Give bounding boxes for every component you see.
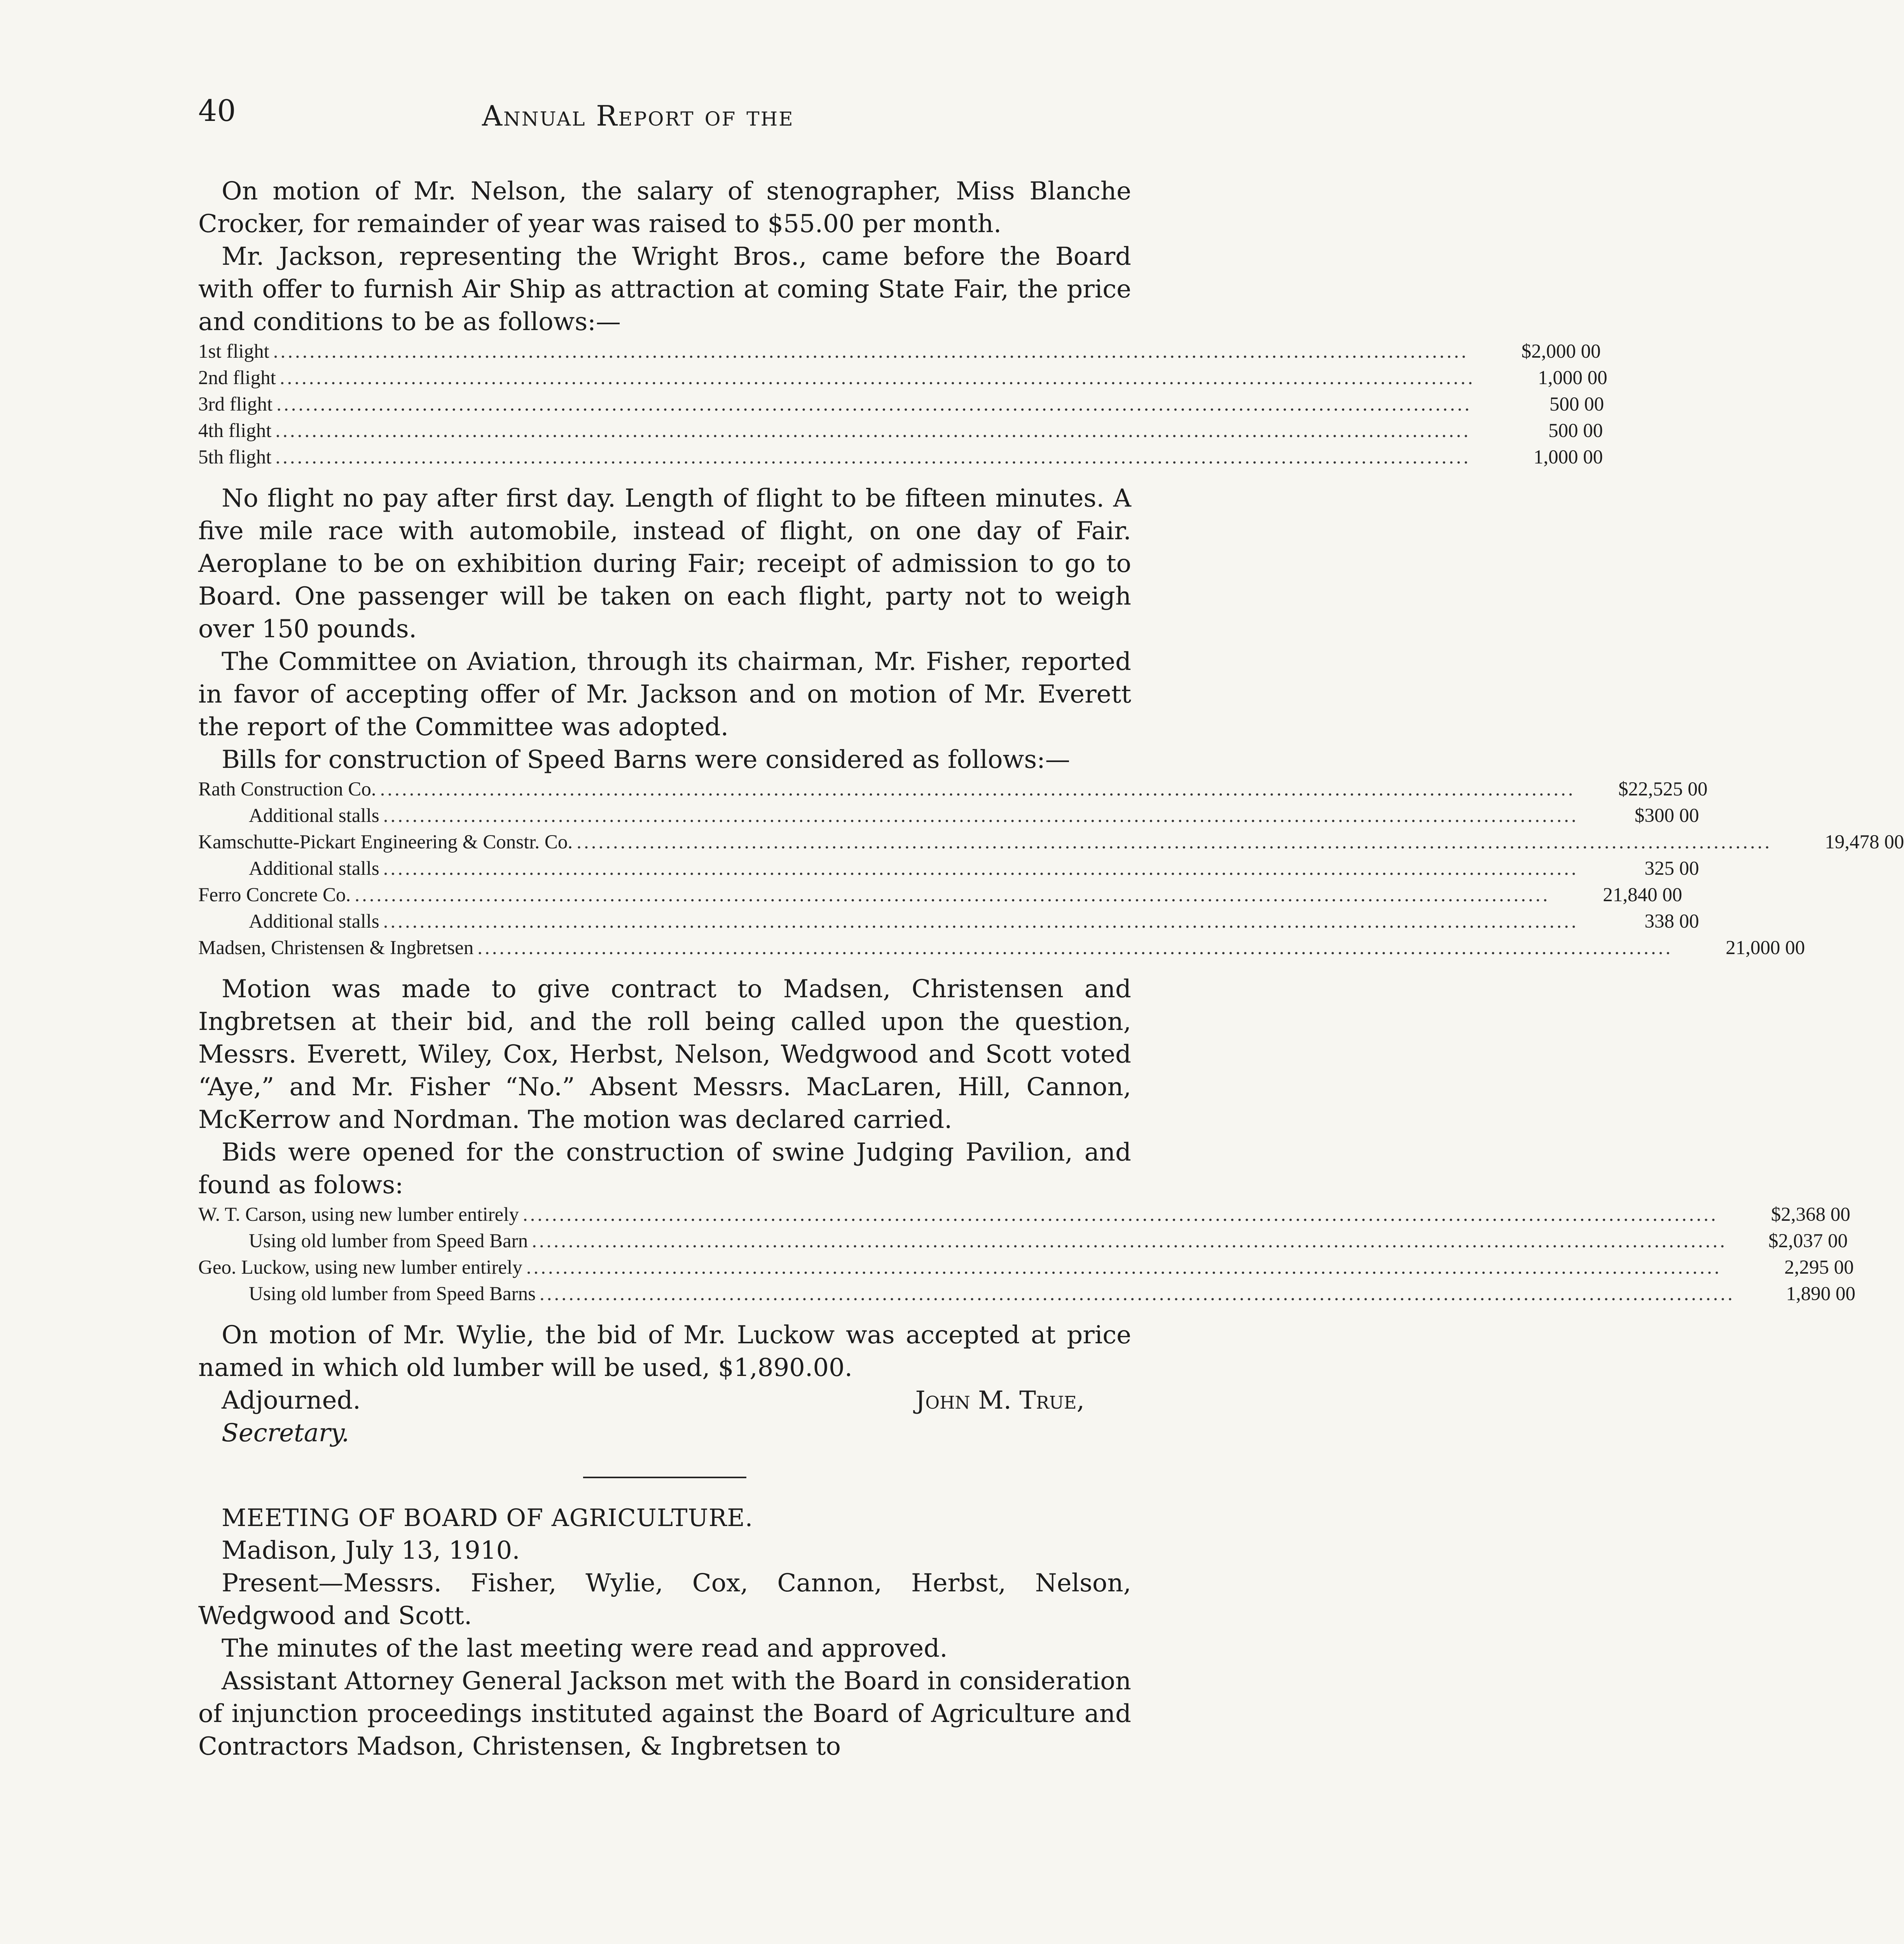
list-item: 3rd flight .................................................................................................................................................................... 500 00: [198, 393, 1604, 415]
page-body: [198, 175, 1904, 1763]
page-number: 40: [198, 93, 236, 128]
list-item: Rath Construction Co. .................................................................................................................................................................... $22,525 00: [198, 778, 1708, 800]
paragraph-flight-conditions: No flight no pay after first day. Length of flight to be fifteen minutes. A five mile race with automobile, instead of flight, on one day of Fair. Aeroplane to be on exhibition during Fair; receipt of admission to go to Board. One passenger will be taken on each flight, party not to weigh over 150 pounds.: [198, 484, 1131, 643]
paragraph-luckow-bid: On motion of Mr. Wylie, the bid of Mr. Luckow was accepted at price named in which old lumber will be used, $1,890.00.: [198, 1321, 1131, 1382]
list-item: Geo. Luckow, using new lumber entirely .................................................................................................................................................................... 2,295 00: [198, 1257, 1854, 1278]
paragraph-salary: On motion of Mr. Nelson, the salary of stenographer, Miss Blanche Crocker, for remainder of year was raised to $55.00 per month.: [198, 177, 1131, 238]
list-item: Additional stalls .................................................................................................................................................................... 338 00: [249, 911, 1699, 932]
list-item: 1st flight .................................................................................................................................................................... $2,000 00: [198, 341, 1601, 362]
list-item: Kamschutte-Pickart Engineering & Constr. Co. .................................................................................................................................................................... 19,478 00: [198, 831, 1904, 853]
list-item: 5th flight .................................................................................................................................................................... 1,000 00: [198, 446, 1603, 468]
meeting-heading: MEETING OF BOARD OF AGRICULTURE.: [222, 1503, 753, 1532]
secretary-name: John M. True,: [915, 1386, 1085, 1415]
speed-barn-bills-list: [198, 776, 1904, 961]
list-item: Using old lumber from Speed Barns .................................................................................................................................................................... 1,890 00: [249, 1283, 1855, 1305]
adjourned-text: Adjourned.: [222, 1386, 361, 1415]
signature-line: [198, 1384, 1131, 1417]
section-divider: [583, 1477, 746, 1478]
paragraph-minutes: The minutes of the last meeting were read and approved.: [222, 1634, 948, 1663]
list-item: Using old lumber from Speed Barn .................................................................................................................................................................... $2,037 00: [249, 1230, 1848, 1252]
paragraph-injunction: Assistant Attorney General Jackson met with the Board in consideration of injunction proceedings instituted against the Board of Agriculture and Contractors Madson, Christensen, & Ingbretsen to: [198, 1667, 1131, 1761]
running-head: Annual Report of the: [482, 100, 794, 132]
list-item: Additional stalls .................................................................................................................................................................... $300 00: [249, 805, 1699, 827]
paragraph-speed-barns: Bills for construction of Speed Barns were considered as follows:—: [222, 745, 1070, 774]
paragraph-contract-vote: Motion was made to give contract to Madsen, Christensen and Ingbretsen at their bid, and the roll being called upon the question, Messrs. Everett, Wiley, Cox, Herbst, Nelson, Wedgwood and Scott voted “Aye,” and Mr. Fisher “No.” Absent Messrs. MacLaren, Hill, Cannon, McKerrow and Nordman. The motion was declared carried.: [198, 975, 1131, 1134]
secretary-title: Secretary.: [222, 1419, 349, 1448]
paragraph-present: Present—Messrs. Fisher, Wylie, Cox, Cannon, Herbst, Nelson, Wedgwood and Scott.: [198, 1569, 1131, 1630]
paragraph-swine-bids: Bids were opened for the construction of swine Judging Pavilion, and found as folows:: [198, 1138, 1131, 1199]
list-item: Additional stalls .................................................................................................................................................................... 325 00: [249, 858, 1699, 879]
swine-pavilion-bids-list: [198, 1201, 1855, 1307]
list-item: W. T. Carson, using new lumber entirely .................................................................................................................................................................... $2,368 00: [198, 1204, 1850, 1225]
flight-price-list: [198, 338, 1607, 470]
paragraph-aviation-committee: The Committee on Aviation, through its chairman, Mr. Fisher, reported in favor of accepting offer of Mr. Jackson and on motion of Mr. Everett the report of the Committee was adopted.: [198, 647, 1131, 741]
list-item: 2nd flight .................................................................................................................................................................... 1,000 00: [198, 367, 1607, 389]
list-item: 4th flight .................................................................................................................................................................... 500 00: [198, 420, 1603, 442]
paragraph-airship-offer: Mr. Jackson, representing the Wright Bros., came before the Board with offer to furnish Air Ship as attraction at coming State Fair, the price and conditions to be as follows:—: [198, 242, 1131, 336]
meeting-dateline: Madison, July 13, 1910.: [222, 1536, 520, 1565]
list-item: Ferro Concrete Co. .................................................................................................................................................................... 21,840 00: [198, 884, 1682, 906]
list-item: Madsen, Christensen & Ingbretsen .................................................................................................................................................................... 21,000 00: [198, 937, 1805, 959]
